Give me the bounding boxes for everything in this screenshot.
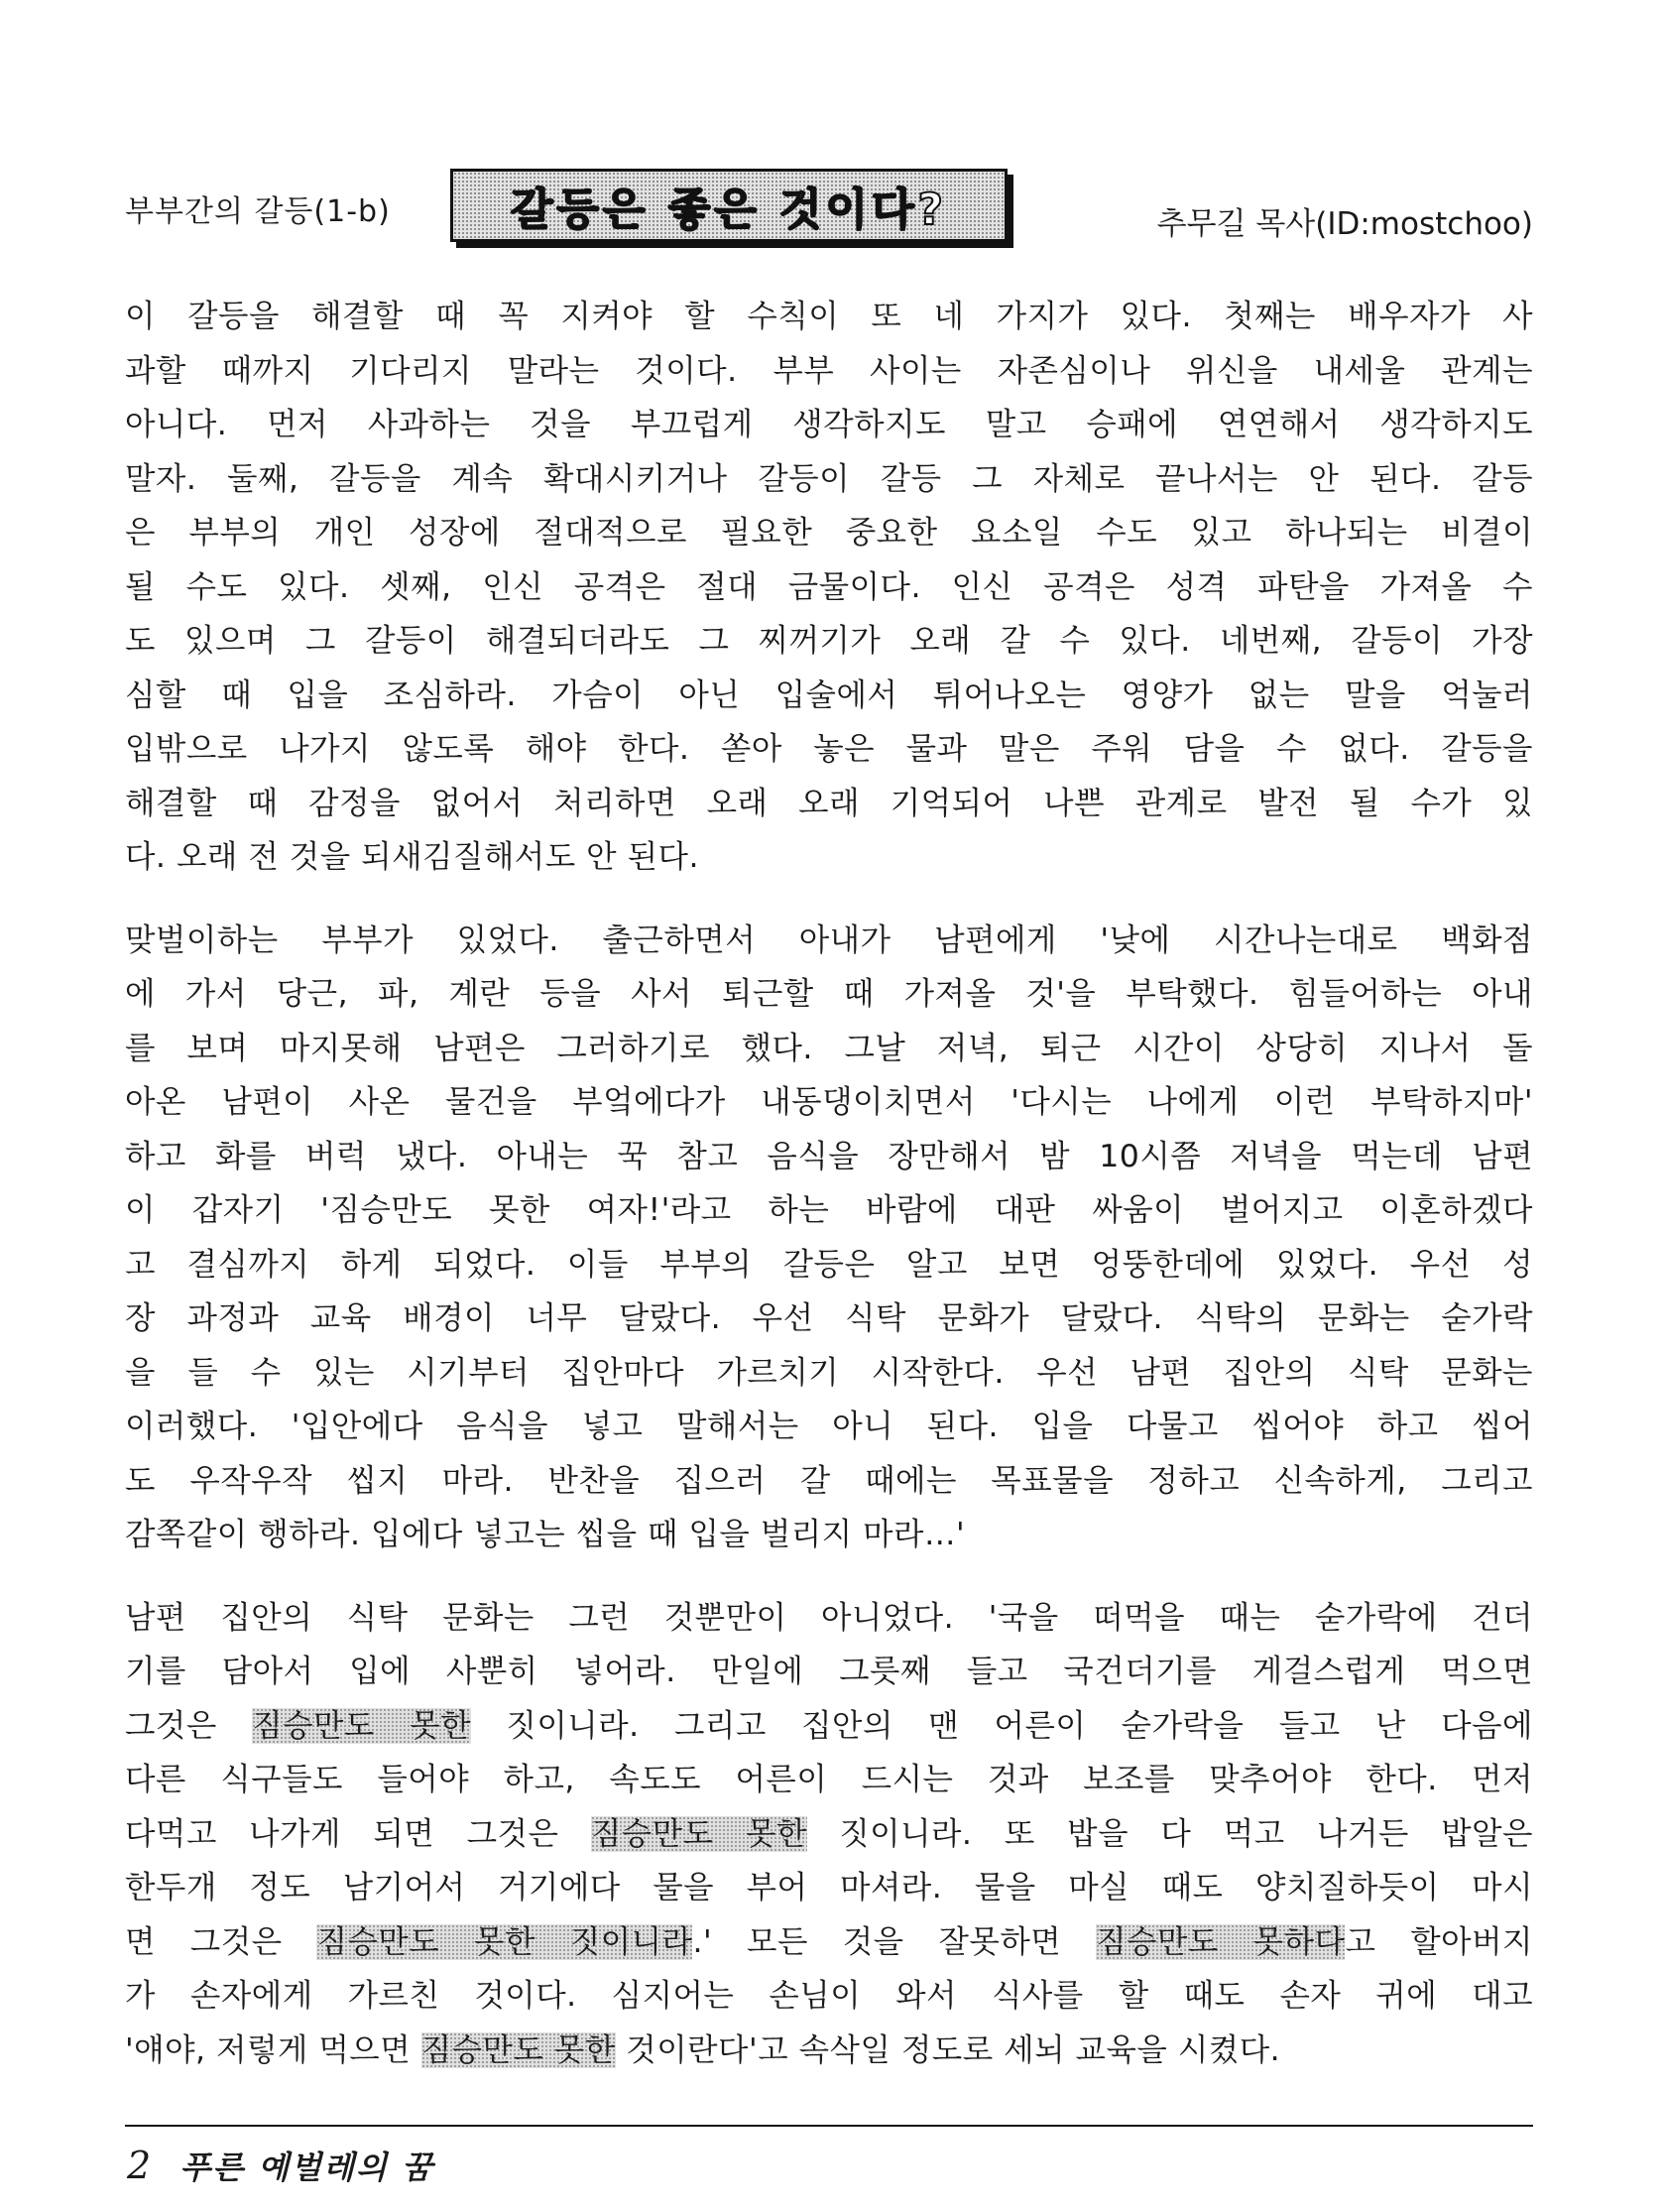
text-segment: 입밖으로 나가지 않도록 해야 한다. 쏟아 놓은 물과 말은 주워 담을 수 없다. 갈등을	[125, 731, 1533, 767]
text-segment: 이러했다. '입안에다 음식을 넣고 말해서는 아니 된다. 입을 다물고 씹어야 하고 씹어	[125, 1409, 1533, 1444]
text-segment: 고 결심까지 하게 되었다. 이들 부부의 갈등은 알고 보면 엉뚱한데에 있었다. 우선 성	[125, 1246, 1533, 1283]
highlighted-phrase: 짐승만도 못한	[420, 2031, 616, 2068]
highlighted-phrase: 짐승만도 못하다	[1096, 1923, 1346, 1960]
text-segment: 짓이니라. 그리고 집안의 맨 어른이 숟가락을 들고 난 다음에	[471, 1707, 1533, 1744]
paragraph	[125, 914, 1533, 1562]
text-line	[125, 967, 1533, 1022]
author-byline: 추무길 목사(ID:mostchoo)	[1156, 206, 1533, 242]
text-line	[125, 1753, 1533, 1807]
text-segment: 아온 남편이 사온 물건을 부엌에다가 내동댕이치면서 '다시는 나에게 이런 부탁하지마'	[125, 1084, 1533, 1120]
footer-divider	[125, 2125, 1533, 2127]
text-line	[125, 1861, 1533, 1915]
paragraph	[125, 1591, 1533, 2078]
text-segment: 말자. 둘째, 갈등을 계속 확대시키거나 갈등이 갈등 그 자체로 끝나서는 안 된다. 갈등	[125, 460, 1533, 497]
series-label: 부부간의 갈등(1-b)	[125, 194, 391, 229]
text-segment: 을 들 수 있는 시기부터 집안마다 가르치기 시작한다. 우선 남편 집안의 식탁 문화는	[125, 1354, 1533, 1391]
text-segment: 고 할아버지	[1345, 1923, 1533, 1960]
text-line	[125, 1291, 1533, 1346]
text-segment: .' 모든 것을 잘못하면	[692, 1923, 1097, 1960]
article-header	[125, 169, 1533, 248]
highlighted-phrase: 짐승만도 못한	[590, 1815, 807, 1852]
article-title-box	[450, 169, 1008, 242]
text-line	[125, 1645, 1533, 1699]
paragraph	[125, 290, 1533, 885]
text-segment: 심할 때 입을 조심하라. 가슴이 아닌 입술에서 튀어나오는 영양가 없는 말을 억눌러	[125, 676, 1533, 713]
text-segment: 이 갑자기 '짐승만도 못한 여자!'라고 하는 바람에 대판 싸움이 벌어지고 이혼하겠다	[125, 1192, 1533, 1228]
article-body	[125, 290, 1533, 2106]
text-segment: '얘야, 저렇게 먹으면	[125, 2031, 421, 2068]
page-footer	[127, 2143, 434, 2188]
text-segment: 장 과정과 교육 배경이 너무 달랐다. 우선 식탁 문화가 달랐다. 식탁의 문화는 숟가락	[125, 1300, 1533, 1336]
text-segment: 남편 집안의 식탁 문화는 그런 것뿐만이 아니었다. '국을 떠먹을 때는 숟가락에 건더	[125, 1599, 1533, 1636]
text-line	[125, 1969, 1533, 2024]
text-segment: 것이란다'고 속삭일 정도로 세뇌 교육을 시켰다.	[615, 2031, 1281, 2068]
text-segment: 이 갈등을 해결할 때 꼭 지켜야 할 수칙이 또 네 가지가 있다. 첫째는 배우자가 사	[125, 299, 1533, 334]
text-segment: 도 우작우작 씹지 마라. 반찬을 집으러 갈 때에는 목표물을 정하고 신속하게, 그리고	[125, 1462, 1533, 1499]
text-line	[125, 2024, 1533, 2078]
text-segment: 그것은	[125, 1707, 253, 1744]
text-line	[125, 722, 1533, 777]
publication-title: 푸른 예벌레의 꿈	[179, 2149, 434, 2186]
text-line	[125, 506, 1533, 560]
text-segment: 에 가서 당근, 파, 계란 등을 사서 퇴근할 때 가져올 것'을 부탁했다. 힘들어하는 아내	[125, 976, 1533, 1012]
text-segment: 감쪽같이 행하라. 입에다 넣고는 씹을 때 입을 벌리지 마라…'	[125, 1517, 966, 1552]
text-line	[125, 560, 1533, 615]
text-segment: 짓이니라. 또 밥을 다 먹고 나거든 밥알은	[806, 1815, 1533, 1852]
text-segment: 기를 담아서 입에 사뿐히 넣어라. 만일에 그릇째 들고 국건더기를 게걸스럽게 먹으면	[125, 1654, 1533, 1689]
text-segment: 를 보며 마지못해 남편은 그러하기로 했다. 그날 저녁, 퇴근 시간이 상당히 지나서 돌	[125, 1030, 1533, 1066]
text-segment: 한두개 정도 남기어서 거기에다 물을 부어 마셔라. 물을 마실 때도 양치질하듯이 마시	[125, 1870, 1533, 1905]
page-number: 2	[127, 2144, 152, 2187]
text-segment: 도 있으며 그 갈등이 해결되더라도 그 찌꺼기가 오래 갈 수 있다. 네번째, 갈등이 가장	[125, 623, 1533, 659]
text-line	[125, 1915, 1533, 1970]
text-segment: 다른 식구들도 들어야 하고, 속도도 어른이 드시는 것과 보조를 맞추어야 한다. 먼저	[125, 1762, 1533, 1797]
text-line	[125, 1699, 1533, 1754]
text-line	[125, 452, 1533, 507]
article-title: 갈등은 좋은 것이다?	[510, 184, 948, 235]
text-line	[125, 669, 1533, 723]
text-segment: 하고 화를 버럭 냈다. 아내는 꾹 참고 음식을 장만해서 밤 10시쯤 저녁을 먹는데 남편	[125, 1138, 1533, 1174]
text-line	[125, 777, 1533, 831]
text-segment: 은 부부의 개인 성장에 절대적으로 필요한 중요한 요소일 수도 있고 하나되는 비결이	[125, 515, 1533, 551]
text-segment: 면 그것은	[125, 1923, 317, 1960]
text-segment: 다먹고 나가게 되면 그것은	[125, 1815, 591, 1852]
text-line	[125, 344, 1533, 399]
text-segment: 과할 때까지 기다리지 말라는 것이다. 부부 사이는 자존심이나 위신을 내세울 관계는	[125, 352, 1533, 389]
highlighted-phrase: 짐승만도 못한	[252, 1707, 472, 1744]
text-line	[125, 914, 1533, 968]
text-segment: 해결할 때 감정을 없어서 처리하면 오래 오래 기억되어 나쁜 관계로 발전 될 수가 있	[125, 785, 1533, 821]
text-line	[125, 1130, 1533, 1184]
text-segment: 될 수도 있다. 셋째, 인신 공격은 절대 금물이다. 인신 공격은 성격 파탄을 가져올 수	[125, 568, 1533, 605]
text-segment: 아니다. 먼저 사과하는 것을 부끄럽게 생각하지도 말고 승패에 연연해서 생각하지도	[125, 407, 1533, 442]
text-segment: 다. 오래 전 것을 되새김질해서도 안 된다.	[125, 839, 699, 875]
text-line	[125, 1022, 1533, 1076]
text-line	[125, 614, 1533, 669]
text-line	[125, 1075, 1533, 1130]
text-line	[125, 1346, 1533, 1401]
text-line	[125, 1400, 1533, 1454]
text-line	[125, 1238, 1533, 1292]
highlighted-phrase: 짐승만도 못한 짓이니라	[316, 1923, 693, 1960]
text-segment: 맞벌이하는 부부가 있었다. 출근하면서 아내가 남편에게 '낮에 시간나는대로 백화점	[125, 922, 1533, 958]
text-line	[125, 290, 1533, 344]
text-line	[125, 1591, 1533, 1646]
text-line	[125, 1508, 1533, 1562]
text-segment: 가 손자에게 가르친 것이다. 심지어는 손님이 와서 식사를 할 때도 손자 귀에 대고	[125, 1978, 1533, 2014]
text-line	[125, 1183, 1533, 1238]
text-line	[125, 830, 1533, 885]
text-line	[125, 398, 1533, 452]
text-line	[125, 1807, 1533, 1862]
text-line	[125, 1454, 1533, 1509]
